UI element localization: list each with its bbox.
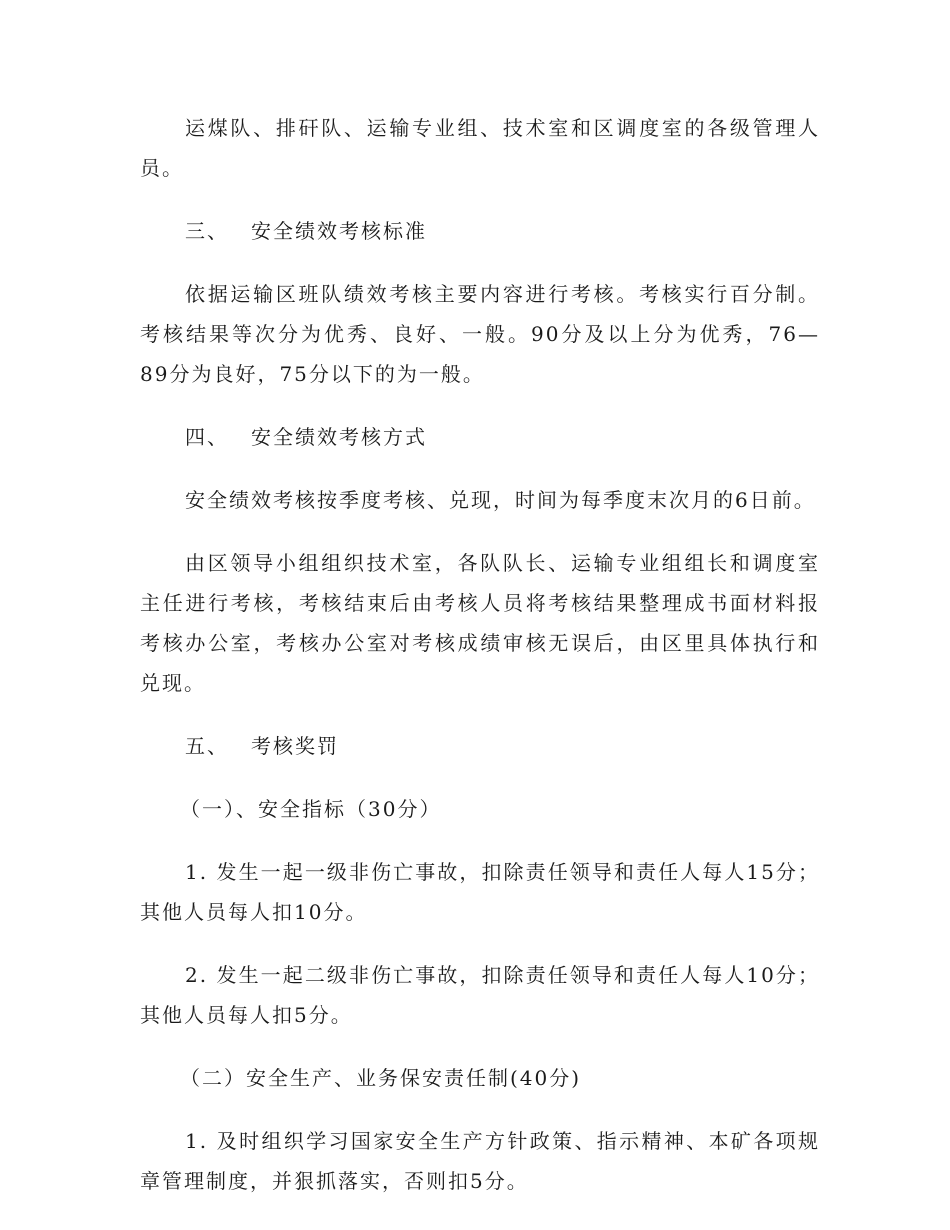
section-title: 安全绩效考核标准 — [251, 219, 427, 243]
list-item-policy-study: 1. 及时组织学习国家安全生产方针政策、指示精神、本矿各项规章管理制度，并狠抓落实，否则扣5分。 — [140, 1129, 820, 1193]
section-number: 三、 — [185, 219, 229, 243]
section-heading-4 — [140, 417, 820, 457]
section-title: 考核奖罚 — [251, 734, 339, 758]
paragraph-standards: 依据运输区班队绩效考核主要内容进行考核。考核实行百分制。考核结果等次分为优秀、良好、一般。90分及以上分为优秀，76—89分为良好，75分以下的为一般。 — [140, 282, 820, 386]
paragraph-personnel-scope: 运煤队、排矸队、运输专业组、技术室和区调度室的各级管理人员。 — [140, 116, 820, 180]
section-number: 五、 — [185, 734, 229, 758]
document-body — [140, 108, 820, 1224]
list-item-level2-incident: 2. 发生一起二级非伤亡事故，扣除责任领导和责任人每人10分；其他人员每人扣5分。 — [140, 963, 820, 1027]
paragraph-procedure: 由区领导小组组织技术室，各队队长、运输专业组组长和调度室主任进行考核，考核结束后由考核人员将考核结果整理成书面材料报考核办公室，考核办公室对考核成绩审核无误后，由区里具体执行和兑现。 — [140, 551, 820, 695]
section-heading-3 — [140, 211, 820, 251]
subsection-safety-indicators: （一）、安全指标（30分） — [180, 797, 442, 821]
list-item-level1-incident: 1. 发生一起一级非伤亡事故，扣除责任领导和责任人每人15分；其他人员每人扣10分。 — [140, 860, 820, 924]
section-title: 安全绩效考核方式 — [251, 425, 427, 449]
paragraph-schedule: 安全绩效考核按季度考核、兑现，时间为每季度末次月的6日前。 — [185, 488, 816, 512]
section-number: 四、 — [185, 425, 229, 449]
subsection-responsibility-system: （二）安全生产、业务保安责任制(40分) — [180, 1066, 582, 1090]
section-heading-5 — [140, 726, 820, 766]
